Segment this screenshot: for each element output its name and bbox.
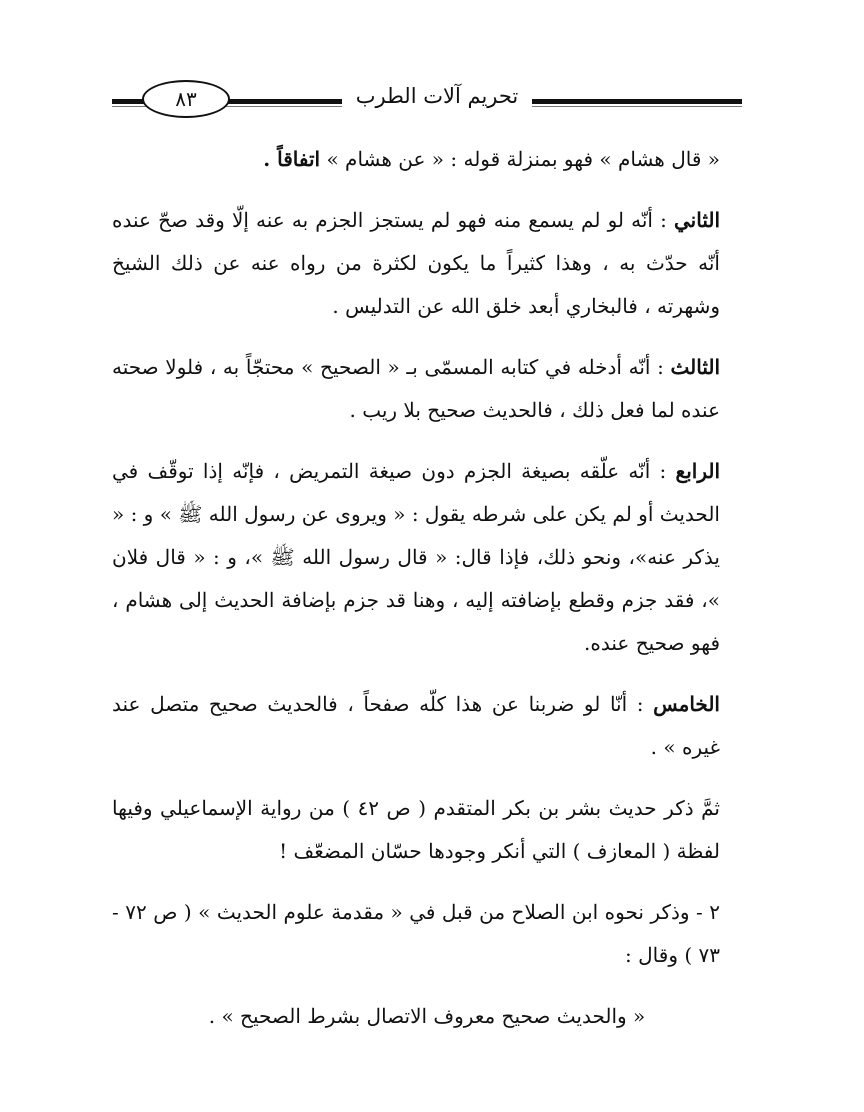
paragraph-lead: الخامس [653, 692, 720, 716]
paragraph-lead: الثاني [673, 208, 720, 232]
running-title: تحريم آلات الطرب [355, 84, 519, 108]
paragraph-1 [112, 138, 742, 181]
paragraph-lead: الثالث [670, 355, 721, 379]
paragraph-emphasis: اتفاقاً . [263, 147, 321, 171]
paragraph-text: : أنّه لو لم يسمع منه فهو لم يستجز الجزم به عنه إلّا وقد صحّ عنده أنّه حدّث به ، وهذا كثيراً ما يكون لكثرة من رواه عنه عن ذلك الشيخ وشهرته ، فالبخاري أبعد خلق الله عن التدليس . [112, 208, 720, 318]
paragraph-8-quote [112, 995, 742, 1038]
header-rule-right [532, 99, 742, 104]
paragraph-4 [112, 450, 742, 665]
paragraph-7 [112, 891, 742, 977]
paragraph-text: ٢ - وذكر نحوه ابن الصلاح من قبل في « مقدمة علوم الحديث » ( ص ٧٢ - ٧٣ ) وقال : [112, 900, 720, 967]
paragraph-text: : أنّه أدخله في كتابه المسمّى بـ « الصحيح » محتجّاً به ، فلولا صحته عنده لما فعل ذلك ، فالحديث صحيح بلا ريب . [112, 355, 720, 422]
paragraph-3 [112, 346, 742, 432]
paragraph-lead: الرابع [675, 459, 720, 483]
header-rule-right-thin [532, 106, 742, 107]
paragraph-text: ثمَّ ذكر حديث بشر بن بكر المتقدم ( ص ٤٢ ) من رواية الإسماعيلي وفيها لفظة ( المعازف ) التي أنكر وجودها حسّان المضعّف ! [112, 796, 720, 863]
page-body [112, 138, 742, 1048]
paragraph-text: « قال هشام » فهو بمنزلة قوله : « عن هشام » [320, 147, 720, 171]
paragraph-text: « والحديث صحيح معروف الاتصال بشرط الصحيح » . [208, 1004, 646, 1028]
paragraph-5 [112, 683, 742, 769]
page-number [142, 80, 230, 118]
paragraph-6 [112, 787, 742, 873]
paragraph-2 [112, 199, 742, 328]
paragraph-text: : أنّه علّقه بصيغة الجزم دون صيغة التمريض ، فإنّه إذا توقّف في الحديث أو لم يكن على شرطه يقول : « ويروى عن رسول الله ﷺ » و : « يذكر عنه»، ونحو ذلك، فإذا قال: « قال رسول الله ﷺ »، و : « قال فلان »، فقد جزم وقطع بإضافته إليه ، وهنا قد جزم بإضافة الحديث إلى هشام ، فهو صحيح عنده. [111, 459, 720, 655]
page-number-text: ٨٣ [175, 87, 197, 111]
paragraph-text: : أنّا لو ضربنا عن هذا كلّه صفحاً ، فالحديث صحيح متصل عند غيره » . [112, 692, 720, 759]
page-header [112, 78, 742, 118]
